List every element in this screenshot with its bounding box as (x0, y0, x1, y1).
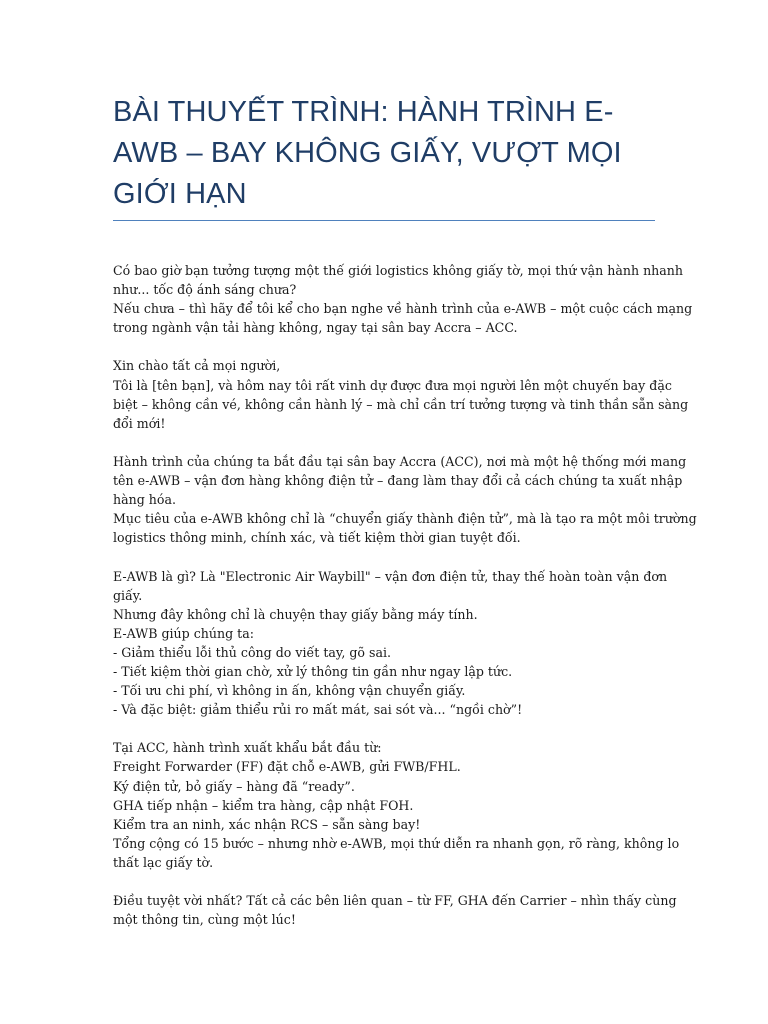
text-line: Kiểm tra an ninh, xác nhận RCS – sẵn sàng bay! (113, 816, 421, 832)
text-line: E-AWB giúp chúng ta: (113, 625, 254, 641)
text-line: giấy. (113, 587, 143, 603)
text-line: GHA tiếp nhận – kiểm tra hàng, cập nhật FOH. (113, 797, 414, 813)
text-line: một thông tin, cùng một lúc! (113, 912, 296, 928)
text-line: Nếu chưa – thì hãy để tôi kể cho bạn nghe về hành trình của e-AWB – một cuộc cách mạng (113, 301, 693, 317)
body-paragraph (113, 567, 668, 720)
text-line: Tôi là [tên bạn], và hôm nay tôi rất vinh dự được đưa mọi người lên một chuyến bay đặc (113, 377, 672, 393)
document-body (113, 261, 697, 948)
text-line: hàng hóa. (113, 492, 176, 508)
document-title: BÀI THUYẾT TRÌNH: HÀNH TRÌNH E-AWB – BAY KHÔNG GIẤY, VƯỢT MỌI GIỚI HẠN (113, 96, 622, 210)
body-paragraph (113, 452, 697, 547)
text-line: tên e-AWB – vận đơn hàng không điện tử – đang làm thay đổi cả cách chúng ta xuất nhập (113, 473, 683, 489)
title-underline (113, 220, 655, 221)
text-line: Nhưng đây không chỉ là chuyện thay giấy bằng máy tính. (113, 606, 478, 622)
text-line: - Giảm thiểu lỗi thủ công do viết tay, gõ sai. (113, 644, 391, 660)
text-line: - Tối ưu chi phí, vì không in ấn, không vận chuyển giấy. (113, 683, 466, 699)
text-line: trong ngành vận tải hàng không, ngay tại sân bay Accra – ACC. (113, 320, 518, 336)
text-line: Xin chào tất cả mọi người, (113, 358, 281, 374)
body-paragraph (113, 891, 677, 929)
body-paragraph (113, 261, 693, 337)
text-line: Có bao giờ bạn tưởng tượng một thế giới logistics không giấy tờ, mọi thứ vận hành nhanh (113, 263, 684, 278)
text-line: logistics thông minh, chính xác, và tiết kiệm thời gian tuyệt đối. (113, 530, 521, 546)
text-line: - Và đặc biệt: giảm thiểu rủi ro mất mát, sai sót và... “ngồi chờ”! (113, 702, 523, 718)
text-line: như... tốc độ ánh sáng chưa? (113, 282, 297, 298)
text-line: đổi mới! (113, 415, 166, 431)
text-line: E-AWB là gì? Là "Electronic Air Waybill" – vận đơn điện tử, thay thế hoàn toàn vận đơn (113, 568, 668, 584)
text-line: thất lạc giấy tờ. (113, 854, 214, 870)
text-line: Tổng cộng có 15 bước – nhưng nhờ e-AWB, mọi thứ diễn ra nhanh gọn, rõ ràng, không lo (113, 835, 680, 851)
text-line: Điều tuyệt vời nhất? Tất cả các bên liên quan – từ FF, GHA đến Carrier – nhìn thấy cùng (113, 893, 677, 909)
text-line: Freight Forwarder (FF) đặt chỗ e-AWB, gửi FWB/FHL. (113, 759, 461, 775)
text-line: Tại ACC, hành trình xuất khẩu bắt đầu từ: (113, 740, 382, 756)
text-line: Hành trình của chúng ta bắt đầu tại sân bay Accra (ACC), nơi mà một hệ thống mới mang (113, 453, 687, 469)
body-paragraph (113, 356, 689, 432)
text-line: biệt – không cần vé, không cần hành lý – mà chỉ cần trí tưởng tượng và tinh thần sẵn sàng (113, 396, 689, 412)
text-line: Ký điện tử, bỏ giấy – hàng đã “ready”. (113, 778, 355, 794)
text-line: - Tiết kiệm thời gian chờ, xử lý thông tin gần như ngay lập tức. (113, 663, 513, 679)
body-paragraph (113, 738, 680, 872)
text-line: Mục tiêu của e-AWB không chỉ là “chuyển giấy thành điện tử”, mà là tạo ra một môi trường (113, 511, 697, 527)
